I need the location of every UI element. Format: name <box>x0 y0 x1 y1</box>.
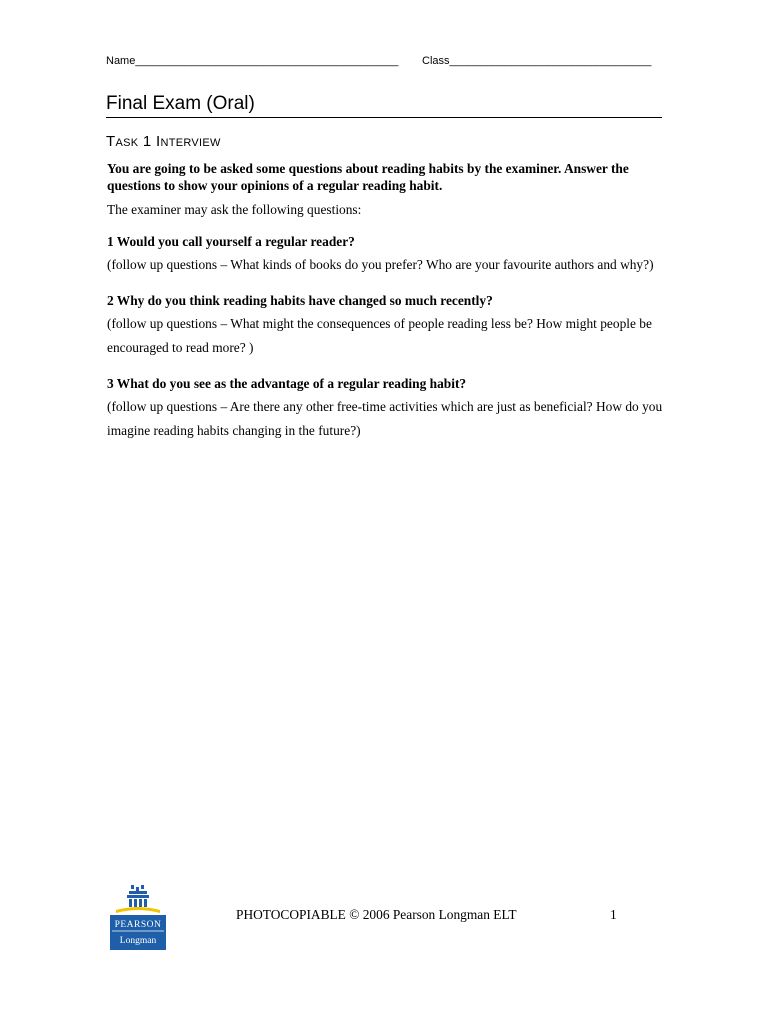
task-name: Interview <box>155 133 221 150</box>
svg-text:Longman: Longman <box>119 936 157 946</box>
followup-1: (follow up questions – What kinds of books do you prefer? Who are your favourite authors and why?) <box>107 257 654 272</box>
pearson-longman-logo <box>110 884 166 950</box>
followup-3: (follow up questions – Are there any other free-time activities which are just as beneficial? How do you imagine reading habits changing in the future?) <box>107 398 663 438</box>
page-title: Final Exam (Oral) <box>106 92 662 118</box>
question-3: 3 What do you see as the advantage of a regular reading habit? <box>107 375 467 391</box>
name-field: Name___________________________________________ <box>106 55 399 67</box>
followup-2: (follow up questions – What might the consequences of people reading less be? How might people be encouraged to read more? ) <box>107 315 652 355</box>
task-instructions: You are going to be asked some questions about reading habits by the examiner. Answer the questions to show your opinions of a regular reading habit. <box>107 161 629 193</box>
task-number: 1 <box>142 133 152 150</box>
task-content <box>107 161 663 444</box>
page-number: 1 <box>610 907 617 922</box>
question-2: 2 Why do you think reading habits have changed so much recently? <box>107 292 493 308</box>
student-header <box>106 55 652 69</box>
task-heading <box>106 133 221 150</box>
class-field: Class_________________________________ <box>422 55 652 67</box>
pearson-longman-logo-icon <box>110 884 166 950</box>
examiner-note: The examiner may ask the following questions: <box>107 202 362 217</box>
question-1: 1 Would you call yourself a regular reader? <box>107 234 355 249</box>
task-label: Task <box>106 133 139 150</box>
svg-text:PEARSON: PEARSON <box>114 920 162 930</box>
copyright-notice: PHOTOCOPIABLE © 2006 Pearson Longman ELT <box>236 907 517 922</box>
